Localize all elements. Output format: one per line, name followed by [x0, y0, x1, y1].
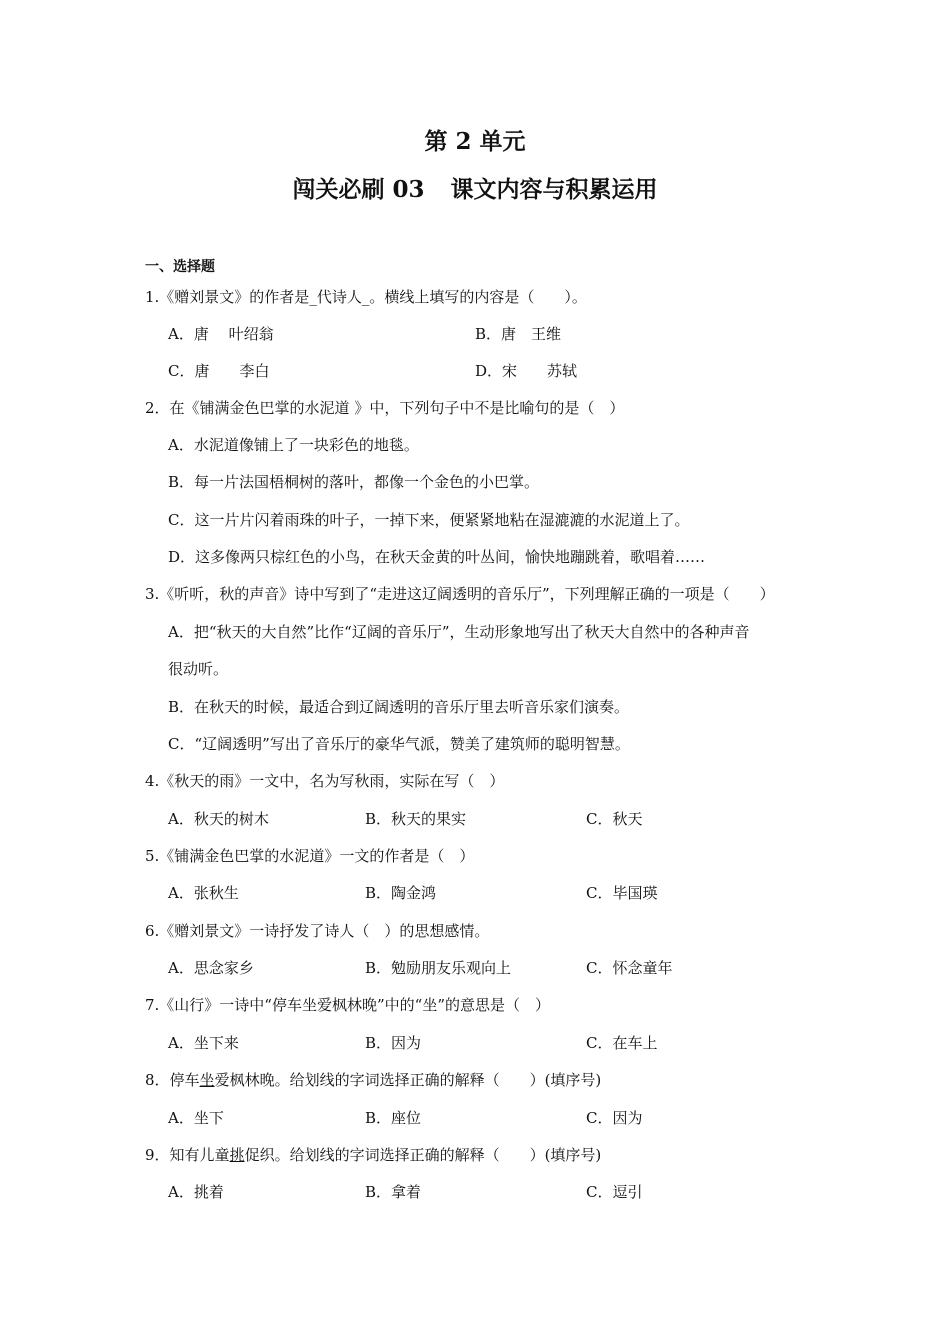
question-4-option-c: C．秋天	[586, 810, 643, 828]
question-8-stem-before: 8．停车	[145, 1071, 200, 1089]
question-1-option-b: B．唐 王维	[475, 325, 562, 343]
question-3-option-a: A．把“秋天的大自然”比作“辽阔的音乐厅”，生动形象地写出了秋天大自然中的各种声音	[168, 623, 750, 641]
question-8-option-c: C．因为	[586, 1109, 643, 1127]
question-7-option-a: A．坐下来	[168, 1034, 239, 1052]
question-2-option-a: A．水泥道像铺上了一块彩色的地毯。	[168, 436, 419, 454]
question-2-stem: 2．在《铺满金色巴掌的水泥道 》中，下列句子中不是比喻句的是（ ）	[145, 399, 625, 417]
question-9-underlined-word: 挑	[229, 1146, 245, 1164]
question-3-option-b: B．在秋天的时候，最适合到辽阔透明的音乐厅里去听音乐家们演奏。	[168, 698, 630, 716]
title-right: 课文内容与积累运用	[450, 176, 658, 203]
section-heading: 一、选择题	[145, 259, 215, 275]
question-1-option-a: A．唐 叶绍翁	[168, 325, 274, 343]
question-4-option-a: A．秋天的树木	[168, 810, 269, 828]
question-6-stem: 6.《赠刘景文》一诗抒发了诗人（ ）的思想感情。	[145, 922, 490, 940]
question-8-stem-after: 爱枫林晚。给划线的字词选择正确的解释（ ）(填序号)	[214, 1071, 602, 1089]
question-7-stem: 7.《山行》一诗中“停车坐爱枫林晚”中的“坐”的意思是（ ）	[145, 996, 550, 1014]
question-8-underlined-word: 坐	[199, 1071, 215, 1089]
question-5-option-a: A．张秋生	[168, 884, 239, 902]
question-7-option-c: C．在车上	[586, 1034, 658, 1052]
question-5-option-c: C．毕国瑛	[586, 884, 658, 902]
question-5-option-b: B．陶金鸿	[365, 884, 437, 902]
question-1-option-d: D．宋 苏轼	[475, 362, 578, 380]
question-3-option-a-continued: 很动听。	[168, 660, 229, 678]
question-2-option-c: C．这一片片闪着雨珠的叶子，一掉下来，便紧紧地粘在湿漉漉的水泥道上了。	[168, 511, 690, 529]
question-6-option-a: A．思念家乡	[168, 959, 254, 977]
question-2-option-b: B．每一片法国梧桐树的落叶，都像一个金色的小巴掌。	[168, 473, 540, 491]
question-3-option-c: C．“辽阔透明”写出了音乐厅的豪华气派，赞美了建筑师的聪明智慧。	[168, 735, 630, 753]
title-left: 闯关必刷 03	[292, 176, 425, 203]
question-6-option-c: C．怀念童年	[586, 959, 673, 977]
question-9-option-b: B．拿着	[365, 1183, 422, 1201]
question-9-stem-before: 9．知有儿童	[145, 1146, 230, 1164]
page-title	[0, 173, 950, 207]
question-9-option-c: C．逗引	[586, 1183, 643, 1201]
question-8-option-a: A．坐下	[168, 1109, 224, 1127]
question-6-option-b: B．勉励朋友乐观向上	[365, 959, 512, 977]
question-8-stem	[145, 1070, 601, 1090]
question-1-stem: 1.《赠刘景文》的作者是_代诗人_。横线上填写的内容是（ ）。	[145, 288, 587, 306]
question-9-option-a: A．挑着	[168, 1183, 224, 1201]
question-9-stem-after: 促织。给划线的字词选择正确的解释（ ）(填序号)	[244, 1146, 602, 1164]
question-8-option-b: B．座位	[365, 1109, 422, 1127]
question-1-option-c: C．唐 李白	[168, 362, 270, 380]
question-4-stem: 4.《秋天的雨》一文中，名为写秋雨，实际在写（ ）	[145, 772, 505, 790]
question-3-stem: 3.《听听，秋的声音》诗中写到了“走进这辽阔透明的音乐厅”，下列理解正确的一项是（ ）	[145, 585, 775, 603]
question-4-option-b: B．秋天的果实	[365, 810, 467, 828]
question-7-option-b: B．因为	[365, 1034, 422, 1052]
question-9-stem	[145, 1145, 601, 1165]
unit-heading: 第 2 单元	[424, 128, 526, 155]
question-2-option-d: D．这多像两只棕红色的小鸟，在秋天金黄的叶丛间，愉快地蹦跳着，歌唱着……	[168, 548, 706, 566]
question-5-stem: 5.《铺满金色巴掌的水泥道》一文的作者是（ ）	[145, 847, 475, 865]
